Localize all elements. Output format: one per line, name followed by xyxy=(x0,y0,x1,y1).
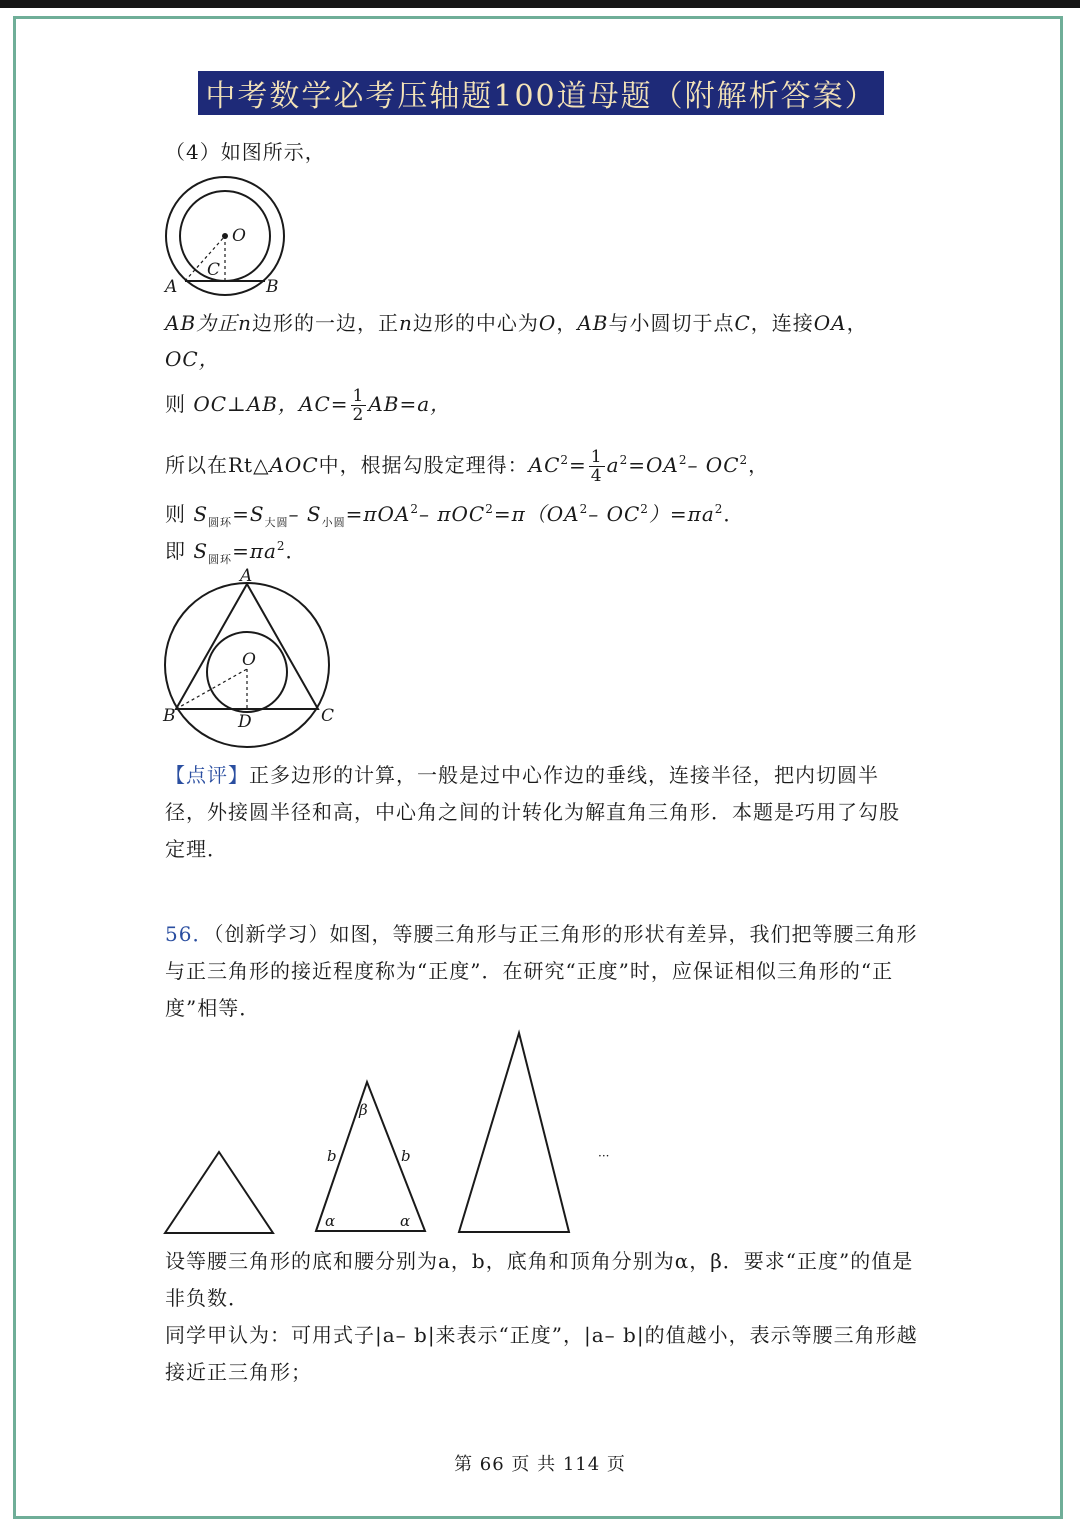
figure-isosceles-triangles xyxy=(160,1028,630,1238)
fraction-quarter: $\frac{1}{4}$ xyxy=(590,447,603,486)
fig2-label-A: A xyxy=(240,566,253,586)
problem-56-statement xyxy=(165,916,920,1027)
problem-text: （创新学习）如图，等腰三角形与正三角形的形状有差异，我们把等腰三角形与正三角形的接近程度称为“正度”．在研究“正度”时，应保证相似三角形的“正度”相等． xyxy=(165,922,918,1020)
comment-tag: 【点评】 xyxy=(165,763,249,787)
page-title: 中考数学必考压轴题100道母题（附解析答案） xyxy=(205,79,877,114)
solution-line-5: 则 $S_{圆环}=S_{大圆}-$ $S_{小圆}=\pi OA^2-$ $\pi OC^2=\pi(OA^2-$ $OC^2)=\pi a^2$． xyxy=(165,502,745,529)
fig2-label-B: B xyxy=(163,706,176,726)
title-banner xyxy=(198,71,884,115)
fig1-label-B: B xyxy=(266,277,279,297)
triangle-angle-alpha-right: α xyxy=(400,1212,411,1230)
fig2-label-D: D xyxy=(238,712,252,732)
figure-concentric-circles xyxy=(155,175,295,300)
solution-line-6: 即 $S_{圆环}=\pi a^2$． xyxy=(165,539,307,566)
solution-line-2: OC， xyxy=(165,347,220,371)
fig1-label-C: C xyxy=(207,260,221,280)
top-edge-bar xyxy=(0,0,1080,8)
fig2-label-C: C xyxy=(321,706,335,726)
part-label: （4）如图所示， xyxy=(165,140,326,164)
triangle-side-b-left: b xyxy=(327,1147,337,1165)
problem-number: 56． xyxy=(165,922,214,946)
problem-56-paragraph-1: 设等腰三角形的底和腰分别为a，b，底角和顶角分别为α，β．要求“正度”的值是非负数． xyxy=(165,1249,914,1310)
fig1-label-A: A xyxy=(165,277,178,297)
problem-56-paragraph-2: 同学甲认为：可用式子|a– b|来表示“正度”，|a– b|的值越小，表示等腰三角形越接近正三角形； xyxy=(165,1323,918,1384)
fig2-label-O: O xyxy=(242,650,256,670)
solution-line-4: 所以在Rt△AOC中，根据勾股定理得：$AC^2=$ $\frac{1}{4}$ $a^2=OA^2-$ $OC^2$， xyxy=(165,447,770,486)
fig1-label-O: O xyxy=(232,226,246,246)
comment-block xyxy=(165,757,920,868)
figure-triangle-circles xyxy=(158,565,343,755)
comment-text: 正多边形的计算，一般是过中心作边的垂线，连接半径，把内切圆半径，外接圆半径和高，中心角之间的计转化为解直角三角形．本题是巧用了勾股定理． xyxy=(165,763,900,861)
fraction-half: $\frac{1}{2}$ xyxy=(352,386,365,425)
solution-line-1: AB为正n边形的一边，正n边形的中心为O，AB与小圆切于点C，连接OA， xyxy=(165,311,868,335)
solution-line-3: 则 OC⊥AB，AC= $\frac{1}{2}$ AB=a， xyxy=(165,386,452,425)
triangle-angle-alpha-left: α xyxy=(325,1212,336,1230)
page-number-footer: 第 66 页 共 114 页 xyxy=(454,1454,626,1475)
triangle-side-b-right: b xyxy=(401,1147,411,1165)
triangle-angle-beta: β xyxy=(359,1101,368,1119)
triangle-ellipsis: ··· xyxy=(598,1149,610,1163)
